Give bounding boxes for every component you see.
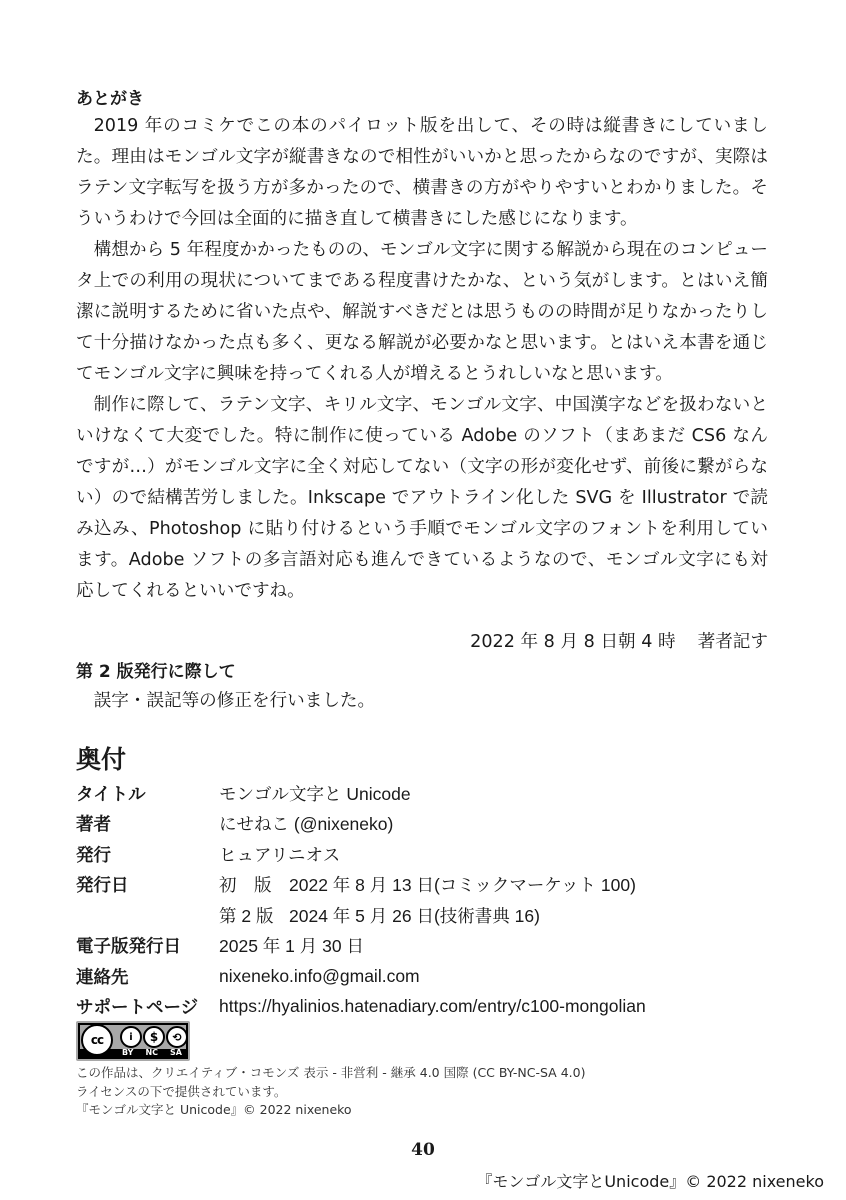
license-notice [76,1064,585,1120]
colophon-label: タイトル [76,783,146,804]
afterword-paragraph-1: 2019 年のコミケでこの本のパイロット版を出して、その時は縦書きにしていました。理由はモンゴル文字が縦書きなので相性がいいかと思ったからなのですが、実際はラテン文字転写を扱う方が多かったので、横書きの方がやりやすいとわかりました。そういうわけで今回は全面的に描き直して横書きにした感じになります。 [76,116,768,229]
afterword-date: 2022 年 8 月 8 日朝 4 時 [470,632,676,652]
afterword-heading: あとがき [76,89,144,109]
colophon-value: にせねこ (@nixeneko) [219,814,394,835]
cc-sa-label: SA [170,1048,182,1057]
colophon-table [76,778,646,1022]
colophon-row-author [76,809,646,840]
colophon-row-publisher [76,839,646,870]
edition-date: 2022 年 8 月 13 日(コミックマーケット 100) [289,875,636,896]
cc-by-label: BY [122,1048,134,1057]
colophon-row-contact [76,961,646,992]
afterword-paragraph-3: 制作に際して、ラテン文字、キリル文字、モンゴル文字、中国漢字などを扱わないといけなくて大変でした。特に制作に使っている Adobe のソフト（まあまだ CS6 なんですが…）がモンゴル文字に全く対応してない（文字の形が変化せず、前後に繋がらない）ので結構苦労しました。Inkscape でアウトライン化した SVG を Illustrator で読み込み、Photoshop に貼り付けるという手順でモンゴル文字のフォントを利用しています。Adobe ソフトの多言語対応も進んできているようなので、モンゴル文字にも対応してくれるといいですね。 [76,395,768,601]
colophon-label: サポートページ [76,997,199,1018]
license-line-1: この作品は、クリエイティブ・コモンズ 表示 - 非営利 - 継承 4.0 国際 (CC BY-NC-SA 4.0) [76,1065,586,1080]
colophon-row-ebook [76,931,646,962]
colophon-row-date-first [76,870,646,901]
afterword-signature: 著者記す [697,632,768,652]
contact-email[interactable]: nixeneko.info@gmail.com [219,965,420,986]
cc-logo-icon: cc [81,1024,113,1056]
page-footer: 『モンゴル文字とUnicode』© 2022 nixeneko [476,1172,824,1191]
cc-by-icon: i [120,1026,142,1048]
colophon-row-support [76,992,646,1023]
cc-sa-icon: ⟲ [166,1026,188,1048]
cc-nc-label: NC [145,1048,159,1057]
second-edition-note: 誤字・誤記等の修正を行いました。 [93,691,376,711]
edition-label: 第 2 版 [219,905,274,926]
license-line-2: ライセンスの下で提供されています。 [76,1083,287,1099]
support-page-link[interactable]: https://hyalinios.hatenadiary.com/entry/c100-mongolian [219,996,646,1017]
colophon-value: モンゴル文字と Unicode [219,783,411,804]
colophon-value: ヒュアリニオス [219,844,341,865]
colophon-row-date-second [76,900,646,931]
page-number: 40 [411,1140,435,1160]
cc-nc-icon: $ [143,1026,165,1048]
colophon-row-title [76,778,646,809]
colophon-value: 2025 年 1 月 30 日 [219,936,364,957]
colophon-label: 連絡先 [76,966,129,987]
colophon-label: 発行日 [76,875,129,896]
edition-label: 初 版 [219,875,272,896]
colophon-label: 発行 [76,844,111,865]
afterword-dateline [470,628,768,653]
colophon-value [219,872,636,897]
afterword-paragraph-2: 構想から 5 年程度かかったものの、モンゴル文字に関する解説から現在のコンピュータ上での利用の現状についてまである程度書けたかな、という気がします。とはいえ簡潔に説明するために省いた点や、解説すべきだとは思うものの時間が足りなかったりして十分描けなかった点も多く、更なる解説が必要かなと思います。とはいえ本書を通じてモンゴル文字に興味を持ってくれる人が増えるとうれしいなと思います。 [76,240,768,384]
edition-date: 2024 年 5 月 26 日(技術書典 16) [289,905,540,926]
second-edition-heading: 第 2 版発行に際して [76,662,236,682]
cc-license-badge-icon [76,1021,190,1061]
afterword-body [76,111,768,607]
colophon-title: 奥付 [76,745,127,774]
license-line-3: 『モンゴル文字と Unicode』© 2022 nixeneko [76,1102,352,1117]
colophon-value [219,903,540,928]
colophon-label: 電子版発行日 [76,936,181,957]
cc-badge-labels [116,1048,188,1057]
colophon-label: 著者 [76,814,111,835]
